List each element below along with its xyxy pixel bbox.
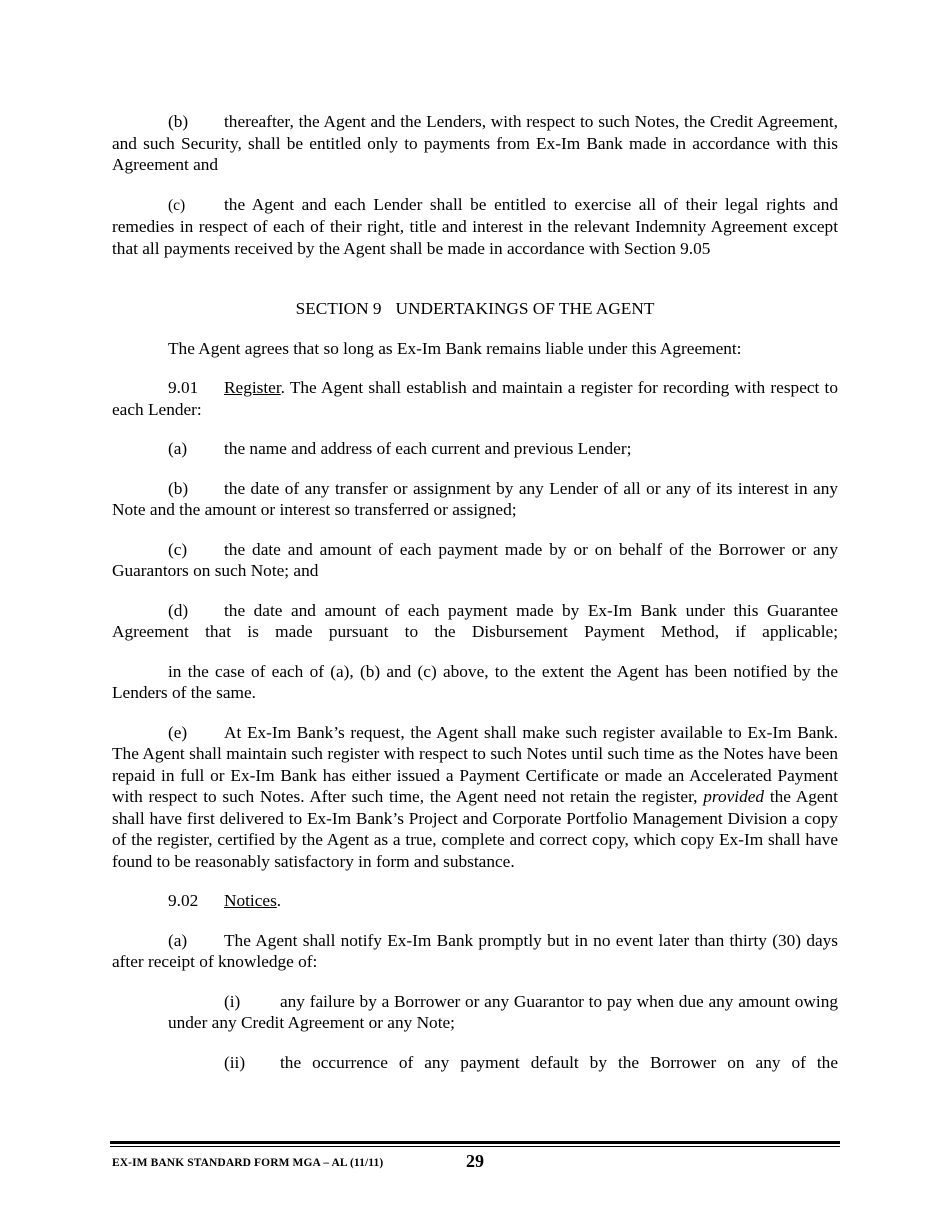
notices-item-text-ii: the occurrence of any payment default by the Borrower on any of the — [280, 1052, 838, 1072]
register-item-b — [112, 478, 838, 521]
register-item-a — [112, 438, 838, 460]
subsection-heading-period: . — [276, 891, 282, 910]
register-item-e — [112, 722, 838, 873]
notices-item-text-a: The Agent shall notify Ex-Im Bank promptly but in no event later than thirty (30) days after receipt of knowledge of: — [112, 930, 838, 971]
paragraph-b-continued — [112, 111, 838, 176]
subsection-text-9-01: . The Agent shall establish and maintain a register for recording with respect to each Lender: — [112, 378, 838, 419]
register-item-c — [112, 539, 838, 582]
subsection-heading-notices: Notices — [224, 891, 277, 910]
section-title: UNDERTAKINGS OF THE AGENT — [395, 299, 655, 318]
notices-item-ii — [168, 1052, 838, 1074]
section-heading — [112, 298, 838, 320]
section-number: SECTION 9 — [295, 299, 382, 318]
clause-label-c: (c) — [168, 196, 186, 214]
register-item-text-e-part2: the Agent shall have first delivered to Ex-Im Bank’s Project and Corporate Portfolio Management Division a copy of the register, certified by the Agent as a true, complete and correct copy, which copy Ex-Im shall have found to be reasonably satisfactory in form and substance. — [112, 787, 838, 871]
subsection-9-01 — [112, 377, 838, 420]
notices-item-label-a: (a) — [168, 930, 188, 950]
register-item-text-a: the name and address of each current and previous Lender; — [224, 439, 632, 458]
register-following-text: in the case of each of (a), (b) and (c) above, to the extent the Agent has been notified by the Lenders of the same. — [112, 661, 838, 702]
register-item-text-e-part1: At Ex-Im Bank’s request, the Agent shall make such register available to Ex-Im Bank. The Agent shall maintain such register with respect to such Notes until such time as the Notes have been repaid in full or Ex-Im Bank has either issued a Payment Certificate or made an Accelerated Payment with respect to such Notes. After such time, the Agent need not retain the register, — [112, 722, 838, 806]
clause-label-b: (b) — [168, 112, 189, 131]
notices-item-a — [112, 930, 838, 973]
register-item-label-d: (d) — [168, 600, 189, 620]
register-item-label-b: (b) — [168, 478, 189, 498]
notices-item-label-i: (i) — [224, 991, 241, 1011]
register-item-label-e: (e) — [168, 722, 188, 742]
register-item-text-b: the date of any transfer or assignment by any Lender of all or any of its interest in any Note and the amount or interest so transferred or assigned; — [112, 478, 838, 519]
register-item-d — [112, 600, 838, 643]
subsection-number-9-02: 9.02 — [168, 891, 199, 910]
clause-text-c: the Agent and each Lender shall be entitled to exercise all of their legal rights and remedies in respect of each of their right, title and interest in the relevant Indemnity Agreement except that all payments received by the Agent shall be made in accordance with Section 9.05 — [112, 194, 838, 258]
register-item-label-c: (c) — [168, 539, 188, 559]
subsection-heading-register: Register — [224, 378, 281, 397]
section-intro: The Agent agrees that so long as Ex-Im Bank remains liable under this Agreement: — [168, 338, 742, 358]
footer-divider — [110, 1141, 840, 1147]
subsection-9-02 — [112, 890, 838, 912]
register-item-text-d: the date and amount of each payment made by Ex-Im Bank under this Guarantee Agreement that is made pursuant to the Disbursement Payment Method, if applicable; — [112, 600, 838, 641]
footer-form-label: EX-IM BANK STANDARD FORM MGA – AL (11/11) — [112, 1157, 384, 1169]
document-body — [112, 111, 838, 1091]
paragraph-c-continued — [112, 194, 838, 260]
provided-italic: provided — [703, 787, 765, 806]
page-number: 29 — [466, 1151, 484, 1171]
clause-text-b: thereafter, the Agent and the Lenders, with respect to such Notes, the Credit Agreement, and such Security, shall be entitled only to payments from Ex-Im Bank made in accordance with this Agreement and — [112, 112, 838, 174]
notices-item-text-i: any failure by a Borrower or any Guarantor to pay when due any amount owing under any Credit Agreement or any Note; — [168, 991, 838, 1032]
notices-item-label-ii: (ii) — [224, 1052, 246, 1072]
notices-item-i — [168, 991, 838, 1034]
register-item-text-c: the date and amount of each payment made by or on behalf of the Borrower or any Guarantors on such Note; and — [112, 539, 838, 580]
register-item-label-a: (a) — [168, 439, 188, 458]
subsection-number-9-01: 9.01 — [168, 378, 199, 397]
